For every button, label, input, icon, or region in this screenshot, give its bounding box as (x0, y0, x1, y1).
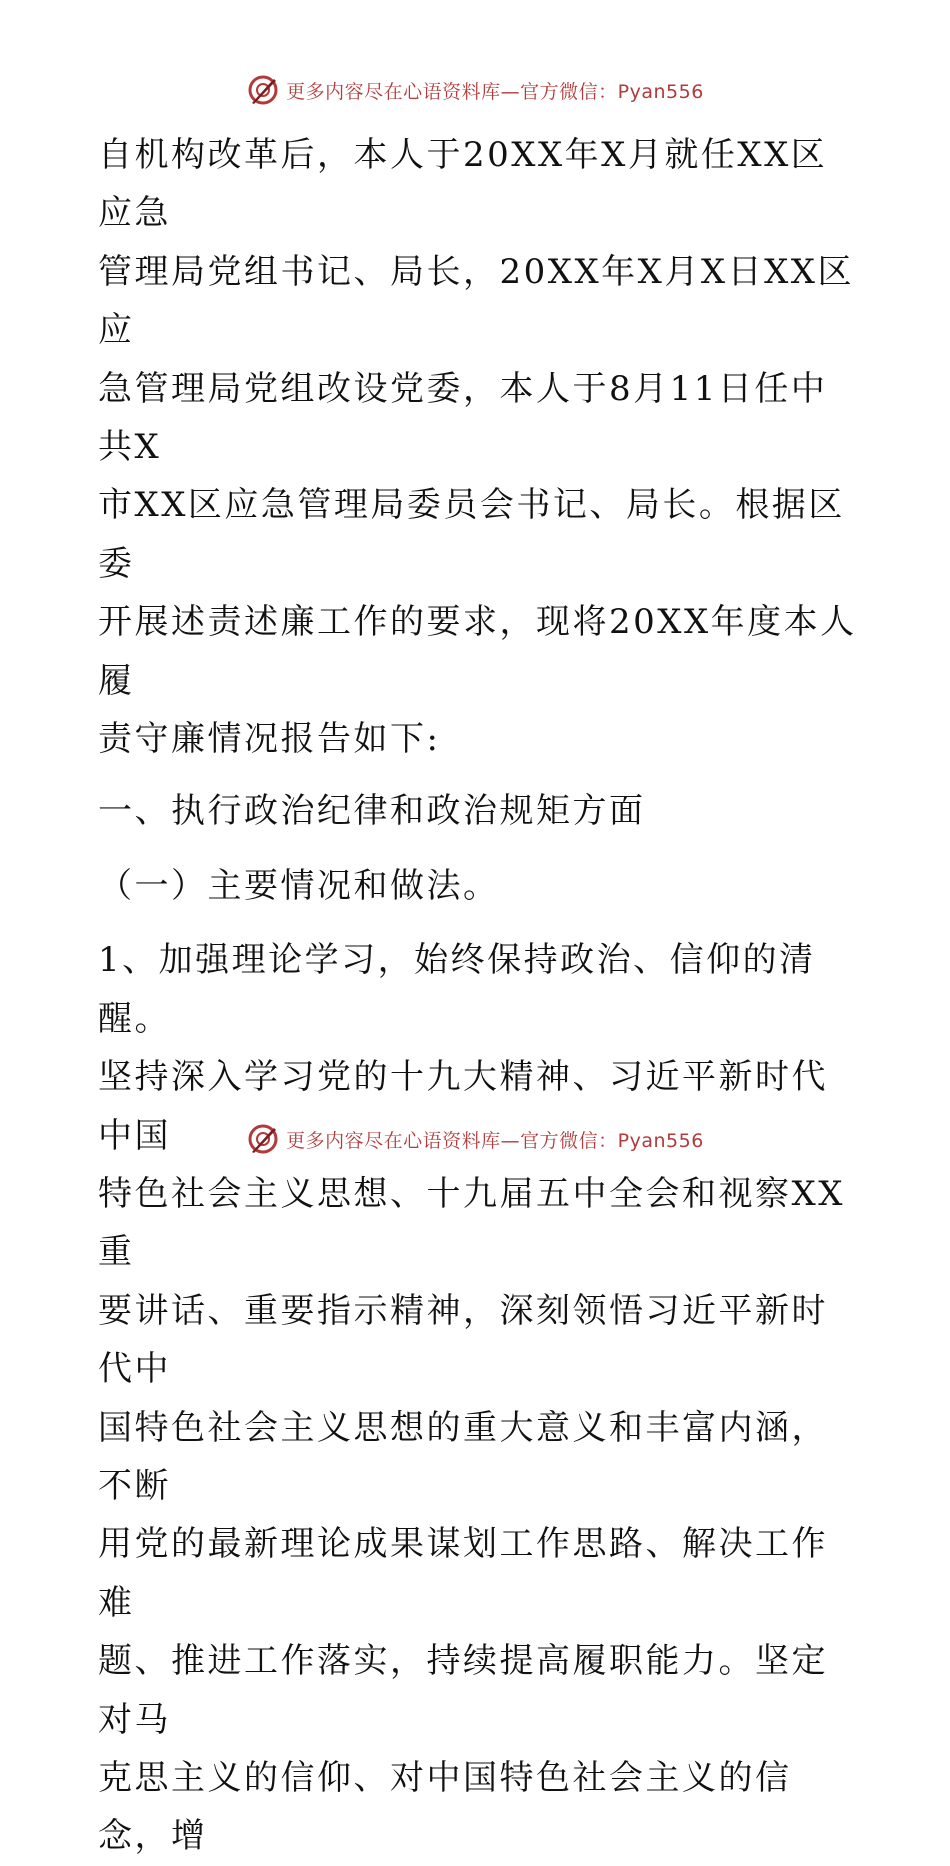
header-watermark (0, 70, 950, 110)
document-body (98, 126, 858, 1866)
section-heading: 一、执行政治纪律和政治规矩方面 (98, 791, 646, 832)
brush-logo-icon (246, 73, 280, 107)
watermark-text: 更多内容尽在心语资料库—官方微信：Pyan556 (286, 1129, 704, 1152)
intro-paragraph: 自机构改革后，本人于20XX年X月就任XX区应急 管理局党组书记、局长，20XX年X月X日XX区应 急管理局党组改设党委，本人于8月11日任中共X 市XX区应急管理局委员会书记、局长。根据区委 开展述责述廉工作的要求，现将20XX年度本人履 责守廉情况报告如下: (98, 135, 857, 760)
brush-logo-icon (246, 1122, 280, 1156)
item-paragraph: 1、加强理论学习，始终保持政治、信仰的清醒。 坚持深入学习党的十九大精神、习近平新时代中国 特色社会主义思想、十九届五中全会和视察XX重 要讲话、重要指示精神，深刻领悟习近平新时代中 国特色社会主义思想的重大意义和丰富内涵，不断 用党的最新理论成果谋划工作思路、解决工作难 题、推进工作落实，持续提高履职能力。坚定对马 克思主义的信仰、对中国特色社会主义的信念，增 (98, 940, 845, 1857)
footer-watermark (0, 1119, 950, 1159)
subsection-heading: （一）主要情况和做法。 (98, 865, 500, 906)
watermark-text: 更多内容尽在心语资料库—官方微信：Pyan556 (286, 80, 704, 103)
